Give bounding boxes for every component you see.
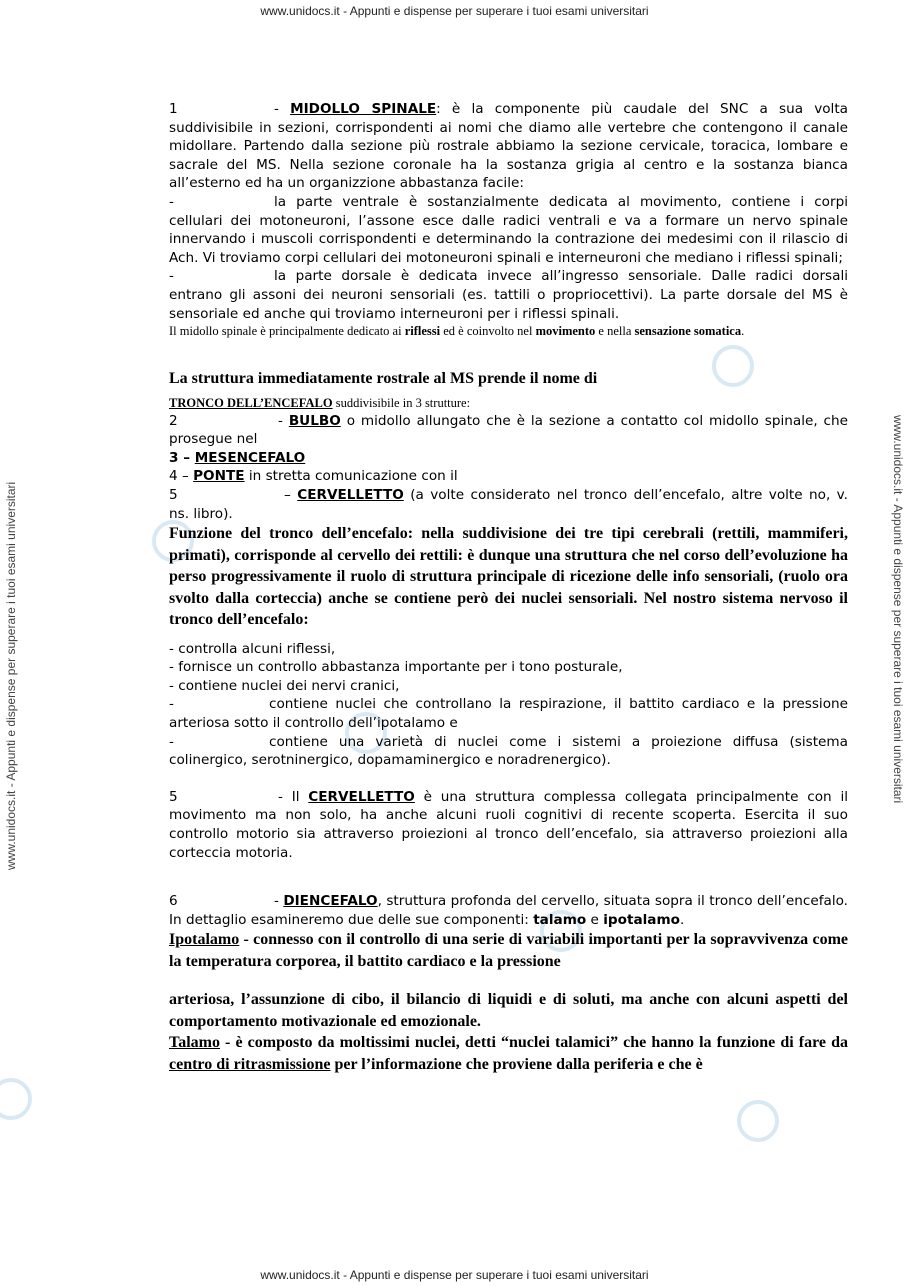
heading-diencefalo: DIENCEFALO <box>283 893 378 910</box>
list-item: - contiene nuclei che controllano la respirazione, il battito cardiaco e la pressione arteriosa sotto il controllo dell’ipotalamo e <box>169 696 848 732</box>
ipotalamo-paragraph-1: Ipotalamo - connesso con il controllo di una serie di variabili importanti per la sopravvivenza come la temperatura corporea, il battito cardiaco e la pressione <box>169 931 848 970</box>
left-side-watermark: www.unidocs.it - Appunti e dispense per superare i tuoi esami universitari <box>4 481 18 870</box>
section-diencefalo: 6 - DIENCEFALO, struttura profonda del cervello, situata sopra il tronco dell’encefalo. In dettaglio esamineremo due delle sue componenti: talamo e ipotalamo. <box>169 893 848 928</box>
heading-cervelletto: CERVELLETTO <box>308 788 415 805</box>
heading-tronco: TRONCO DELL’ENCEFALO <box>169 396 333 411</box>
tronco-function: Funzione del tronco dell’encefalo: nella suddivisione dei tre tipi cerebrali (rettili, mammiferi, primati), corrisponde al cervello dei rettili: è dunque una struttura che nel corso dell’evoluzione ha perso progressivamente il ruolo di struttura principale di ricezione delle info sensoriali, (ruolo ora svolto dalla corteccia) anche se contiene però dei nuclei sensoriali. Nel nostro sistema nervoso il tronco dell’encefalo: <box>169 525 848 629</box>
bullet-dorsal: - la parte dorsale è dedicata invece all’ingresso sensoriale. Dalle radici dorsali entrano gli assoni dei neuroni sensoriali (es. tattili o propriocettivi). La parte dorsale del MS è sensoriale ed anche qui troviamo interneuroni per i riflessi spinali. <box>169 268 848 322</box>
bullet-ventral: - la parte ventrale è sostanzialmente dedicata al movimento, contiene i corpi cellulari dei motoneuroni, l’assone esce dalle radici ventrali e va a formare un nervo spinale innervando i muscoli corrispondenti e determinando la contrazione dei medesimi con il rilascio di Ach. Vi troviamo corpi cellulari dei motoneuroni spinali e interneuroni che mediano i riflessi spinali; <box>169 193 848 266</box>
section-midollo-spinale: 1 - MIDOLLO SPINALE: è la componente più caudale del SNC a sua volta suddivisibile in sezioni, corrispondenti ai nomi che diamo alle vertebre che contengono il canale midollare. Partendo dalla sezione più rostrale abbiamo la sezione cervicale, toracica, lombare e sacrale del MS. Nella sezione coronale ha la sostanza grigia al centro e la sostanza bianca all’esterno ed ha un organizzione abbastanza facile: <box>169 101 848 192</box>
list-item: - controlla alcuni riflessi, <box>169 640 336 657</box>
item-bulbo: 2 - BULBO o midollo allungato che è la sezione a contatto col midollo spinale, che prosegue nel <box>169 412 849 448</box>
summary-midollo: Il midollo spinale è principalmente dedicato ai riflessi ed è coinvolto nel movimento e nella sensazione somatica. <box>169 324 745 339</box>
centro-ritrasmissione: centro di ritrasmissione <box>169 1055 331 1073</box>
heading-cervelletto-short: CERVELLETTO <box>297 487 404 503</box>
unidocs-logo-icon <box>737 1100 779 1142</box>
heading-bulbo: BULBO <box>288 412 341 429</box>
list-item: - contiene una varietà di nuclei come i sistemi a proiezione diffusa (sistema colinergico, serotninergico, dopamaminergico e noradrenergico). <box>169 733 848 769</box>
item-ponte: 4 – PONTE in stretta comunicazione con il <box>169 468 458 485</box>
item-cervelletto: 5 – CERVELLETTO (a volte considerato nel tronco dell’encefalo, altre volte no, v. ns. libro). <box>169 487 848 522</box>
tronco-lead: La struttura immediatamente rostrale al MS prende il nome di <box>169 369 598 387</box>
list-item: - contiene nuclei dei nervi cranici, <box>169 677 400 694</box>
unidocs-logo-icon <box>0 1078 32 1120</box>
item-mesencefalo: 3 – MESENCEFALO <box>169 449 306 466</box>
heading-talamo: Talamo <box>169 1034 220 1052</box>
tronco-heading-line: TRONCO DELL’ENCEFALO suddivisibile in 3 strutture: <box>169 396 471 411</box>
heading-midollo-spinale: MIDOLLO SPINALE <box>290 101 437 117</box>
document-body <box>169 100 848 1075</box>
footer-watermark: www.unidocs.it - Appunti e dispense per superare i tuoi esami universitari <box>260 1268 649 1282</box>
right-side-watermark: www.unidocs.it - Appunti e dispense per superare i tuoi esami universitari <box>891 415 905 804</box>
heading-mesencefalo: MESENCEFALO <box>194 449 306 466</box>
heading-ponte: PONTE <box>193 468 245 485</box>
header-watermark: www.unidocs.it - Appunti e dispense per superare i tuoi esami universitari <box>260 4 649 18</box>
section-cervelletto: 5 - Il CERVELLETTO è una struttura complessa collegata principalmente con il movimento ma non solo, ha anche alcuni ruoli cognitivi di recente scoperta. Esercita il suo controllo motorio sia attraverso proiezioni al tronco dell’encefalo, sia attraverso proiezioni alla corteccia motoria. <box>169 788 848 861</box>
talamo-paragraph: Talamo - è composto da moltissimi nuclei, detti “nuclei talamici” che hanno la funzione di fare da centro di ritrasmissione per l’informazione che proviene dalla periferia e che è <box>169 1034 848 1073</box>
list-item: - fornisce un controllo abbastanza importante per i tono posturale, <box>169 659 623 676</box>
heading-ipotalamo: Ipotalamo <box>169 931 240 949</box>
ipotalamo-paragraph-2: arteriosa, l’assunzione di cibo, il bilancio di liquidi e di soluti, ma anche con alcuni aspetti del comportamento motivazionale ed emozionale. <box>169 991 848 1030</box>
